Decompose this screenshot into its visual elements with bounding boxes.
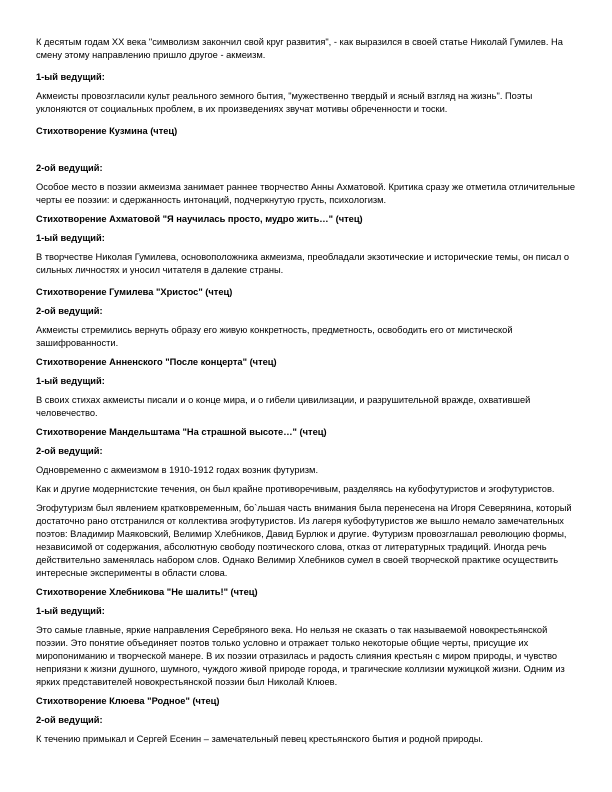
poem-heading-gumilev: Стихотворение Гумилева "Христос" (чтец)	[36, 287, 233, 297]
speaker-heading-1: 1-ый ведущий:	[36, 72, 105, 82]
poem-heading-annensky: Стихотворение Анненского "После концерта" (чтец)	[36, 357, 277, 367]
poem-heading-klyuev: Стихотворение Клюева "Родное" (чтец)	[36, 696, 220, 706]
speaker-heading-7: 1-ый ведущий:	[36, 606, 105, 616]
poem-heading-mandelstam: Стихотворение Мандельштама "На страшной высоте…" (чтец)	[36, 427, 327, 437]
paragraph-intro: К десятым годам XX века "символизм закончил свой круг развития", - как выразился в своей статье Николай Гумилев. На смену этому направлению пришло другое - акмеизм.	[36, 37, 563, 60]
paragraph-futurism-start: Одновременно с акмеизмом в 1910-1912 годах возник футуризм.	[36, 465, 319, 475]
speaker-heading-3: 1-ый ведущий:	[36, 233, 105, 243]
paragraph-end-of-world: В своих стихах акмеисты писали и о конце мира, и о гибели цивилизации, и разрушительной вражде, охватившей человечество.	[36, 395, 531, 418]
paragraph-peasant-poetry: Это самые главные, яркие направления Серебряного века. Но нельзя не сказать о так называемой новокрестьянской поэзии. Это понятие объединяет поэтов только условно и отражает только некоторые общие черты, присущие их миропониманию и творческой манере. В их поэзии отразилась и радость слияния крестьян с миром природы, и чувство неприязни к жизни душного, шумного, чуждого живой природе города, и трагические коллизии мужицкой жизни. Одним из ярких представителей новокрестьянской поэзии был Николай Клюев.	[36, 625, 565, 687]
paragraph-yesenin: К течению примыкал и Сергей Есенин – замечательный певец крестьянского бытия и родной природы.	[36, 734, 483, 744]
paragraph-futurism-currents: Как и другие модернистские течения, он был крайне противоречивым, разделяясь на кубофутуристов и эгофутуристов.	[36, 484, 555, 494]
paragraph-egofuturism: Эгофутуризм был явлением кратковременным, бо`льшая часть внимания была перенесена на Игоря Северянина, который достаточно рано отстранился от коллектива эгофутуристов. Из лагеря кубофутуристов же вышло немало замечательных поэтов: Владимир Маяковский, Велимир Хлебников, Давид Бурлюк и другие. Футуризм провозглашал революцию формы, независимой от содержания, абсолютную свободу поэтического слова, отказ от литературных традиций. Иногда речь действительно заменялась набором слов. Однако Велимир Хлебников сумел в своей творческой практике осуществить интересные эксперименты в области слова.	[36, 503, 572, 578]
poem-heading-akhmatova: Стихотворение Ахматовой "Я научилась просто, мудро жить…" (чтец)	[36, 214, 363, 224]
speaker-heading-4: 2-ой ведущий:	[36, 306, 103, 316]
poem-heading-kuzmin: Стихотворение Кузмина (чтец)	[36, 126, 178, 136]
speaker-heading-6: 2-ой ведущий:	[36, 446, 103, 456]
document-page	[36, 36, 580, 746]
speaker-heading-8: 2-ой ведущий:	[36, 715, 103, 725]
paragraph-gumilev: В творчестве Николая Гумилева, основоположника акмеизма, преобладали экзотические и исторические темы, он писал о сильных личностях и уносил читателя в далекие страны.	[36, 252, 570, 275]
speaker-heading-2: 2-ой ведущий:	[36, 163, 103, 173]
paragraph-akhmatova: Особое место в поэзии акмеизма занимает раннее творчество Анны Ахматовой. Критика сразу же отметила отличительные черты ее поэзии: и сдержанность интонаций, подчеркнутую грусть, психологизм.	[36, 182, 576, 205]
paragraph-acmeism: Акмеисты провозгласили культ реального земного бытия, "мужественно твердый и ясный взгляд на жизнь". Поэты уклоняются от социальных проблем, в их произведениях звучат мотивы обреченности и тоски.	[36, 91, 533, 114]
poem-heading-khlebnikov: Стихотворение Хлебникова "Не шалить!" (чтец)	[36, 587, 258, 597]
paragraph-concreteness: Акмеисты стремились вернуть образу его живую конкретность, предметность, освободить его от мистической зашифрованности.	[36, 325, 513, 348]
speaker-heading-5: 1-ый ведущий:	[36, 376, 105, 386]
